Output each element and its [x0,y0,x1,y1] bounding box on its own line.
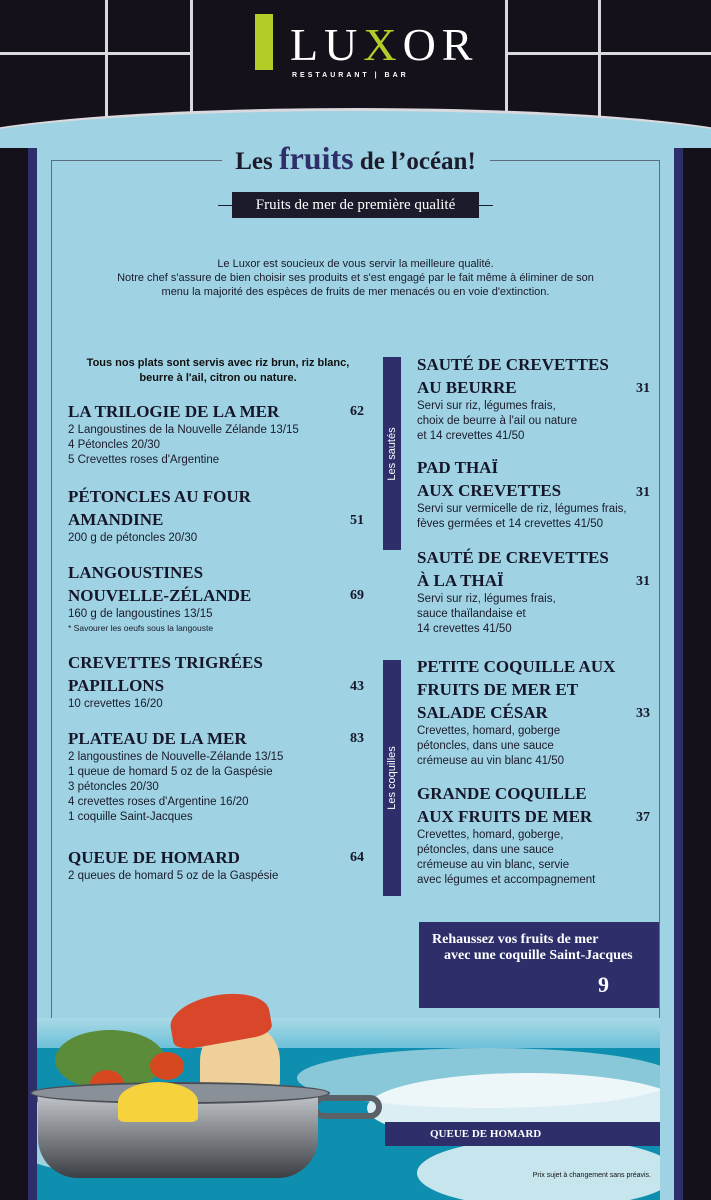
menu-item: GRANDE COQUILLE AUX FRUITS DE MER Crevettes, homard, goberge, pétoncles, dans une sauce crémeuse au vin blanc, servie avec légumes et accompagnement [417,784,596,886]
item-price: 83 [350,731,364,746]
item-price: 31 [636,381,650,396]
menu-item: LA TRILOGIE DE LA MER 2 Langoustines de la Nouvelle Zélande 13/15 4 Pétoncles 20/30 5 Crevettes roses d'Argentine [68,402,299,466]
header [0,0,711,150]
section-tab-coquilles: Les coquilles [383,660,401,896]
item-price: 51 [350,513,364,528]
menu-item: QUEUE DE HOMARD 2 queues de homard 5 oz de la Gaspésie [68,848,279,882]
item-price: 69 [350,588,364,603]
section-tab-sautes: Les sautés [383,357,401,550]
menu-item: CREVETTES TRIGRÉES PAPILLONS 10 crevettes 16/20 [68,653,263,710]
tomato [150,1052,184,1080]
logo-mark [255,14,273,70]
logo: LUXOR [290,19,479,70]
item-price: 62 [350,404,364,419]
left-border [0,148,28,1200]
menu-item: SAUTÉ DE CREVETTES À LA THAÏ Servi sur riz, légumes frais, sauce thaïlandaise et 14 crevettes 41/50 [417,548,609,635]
item-price: 31 [636,574,650,589]
item-price: 31 [636,485,650,500]
menu-item: LANGOUSTINES NOUVELLE-ZÉLANDE 160 g de langoustines 13/15 * Savourer les oeufs sous la langouste [68,563,252,633]
subtitle-banner: Fruits de mer de première qualité [232,192,479,218]
intro-text: Le Luxor est soucieux de vous servir la meilleure qualité. Notre chef s'assure de bien choisir ses produits et s'est engagé par le fait même à éliminer de son menu la majorité des espèces de fruits de mer menacés ou en voie d'extinction. [117,258,594,298]
logo-tagline: RESTAURANT | BAR [292,72,409,79]
promo-box: Rehaussez vos fruits de mer avec une coquille Saint-Jacques 9 [419,922,659,1008]
divider [0,52,190,55]
lemon [118,1082,198,1122]
photo-caption: QUEUE DE HOMARD [385,1122,660,1146]
serving-note: Tous nos plats sont servis avec riz brun, riz blanc, beurre à l'ail, citron ou nature. [86,357,350,384]
item-price: 37 [636,810,650,825]
promo-price: 9 [598,972,609,997]
menu-item: PLATEAU DE LA MER 2 langoustines de Nouvelle-Zélande 13/15 1 queue de homard 5 oz de la Gaspésie 3 pétoncles 20/30 4 crevettes roses d'Argentine 16/20 1 coquille Saint-Jacques [68,729,284,823]
menu-item: PÉTONCLES AU FOUR AMANDINE 200 g de pétoncles 20/30 [68,487,251,544]
divider [505,52,711,55]
pan-handle [312,1095,382,1119]
page-title: Les fruits de l’océan! [235,140,476,176]
menu-item: PAD THAÏ AUX CREVETTES Servi sur vermicelle de riz, légumes frais, fèves germées et 14 crevettes 41/50 [417,458,627,530]
item-price: 64 [350,850,364,865]
right-border [683,148,711,1200]
title-highlight: fruits [278,140,354,176]
menu-item: PETITE COQUILLE AUX FRUITS DE MER ET SALADE CÉSAR Crevettes, homard, goberge pétoncles, dans une sauce crémeuse au vin blanc 41/50 [417,657,616,767]
item-price: 33 [636,706,650,721]
item-price: 43 [350,679,364,694]
menu-item: SAUTÉ DE CREVETTES AU BEURRE Servi sur riz, légumes frais, choix de beurre à l'ail ou nature et 14 crevettes 41/50 [417,355,609,442]
price-disclaimer: Prix sujet à changement sans préavis. [532,1172,651,1179]
